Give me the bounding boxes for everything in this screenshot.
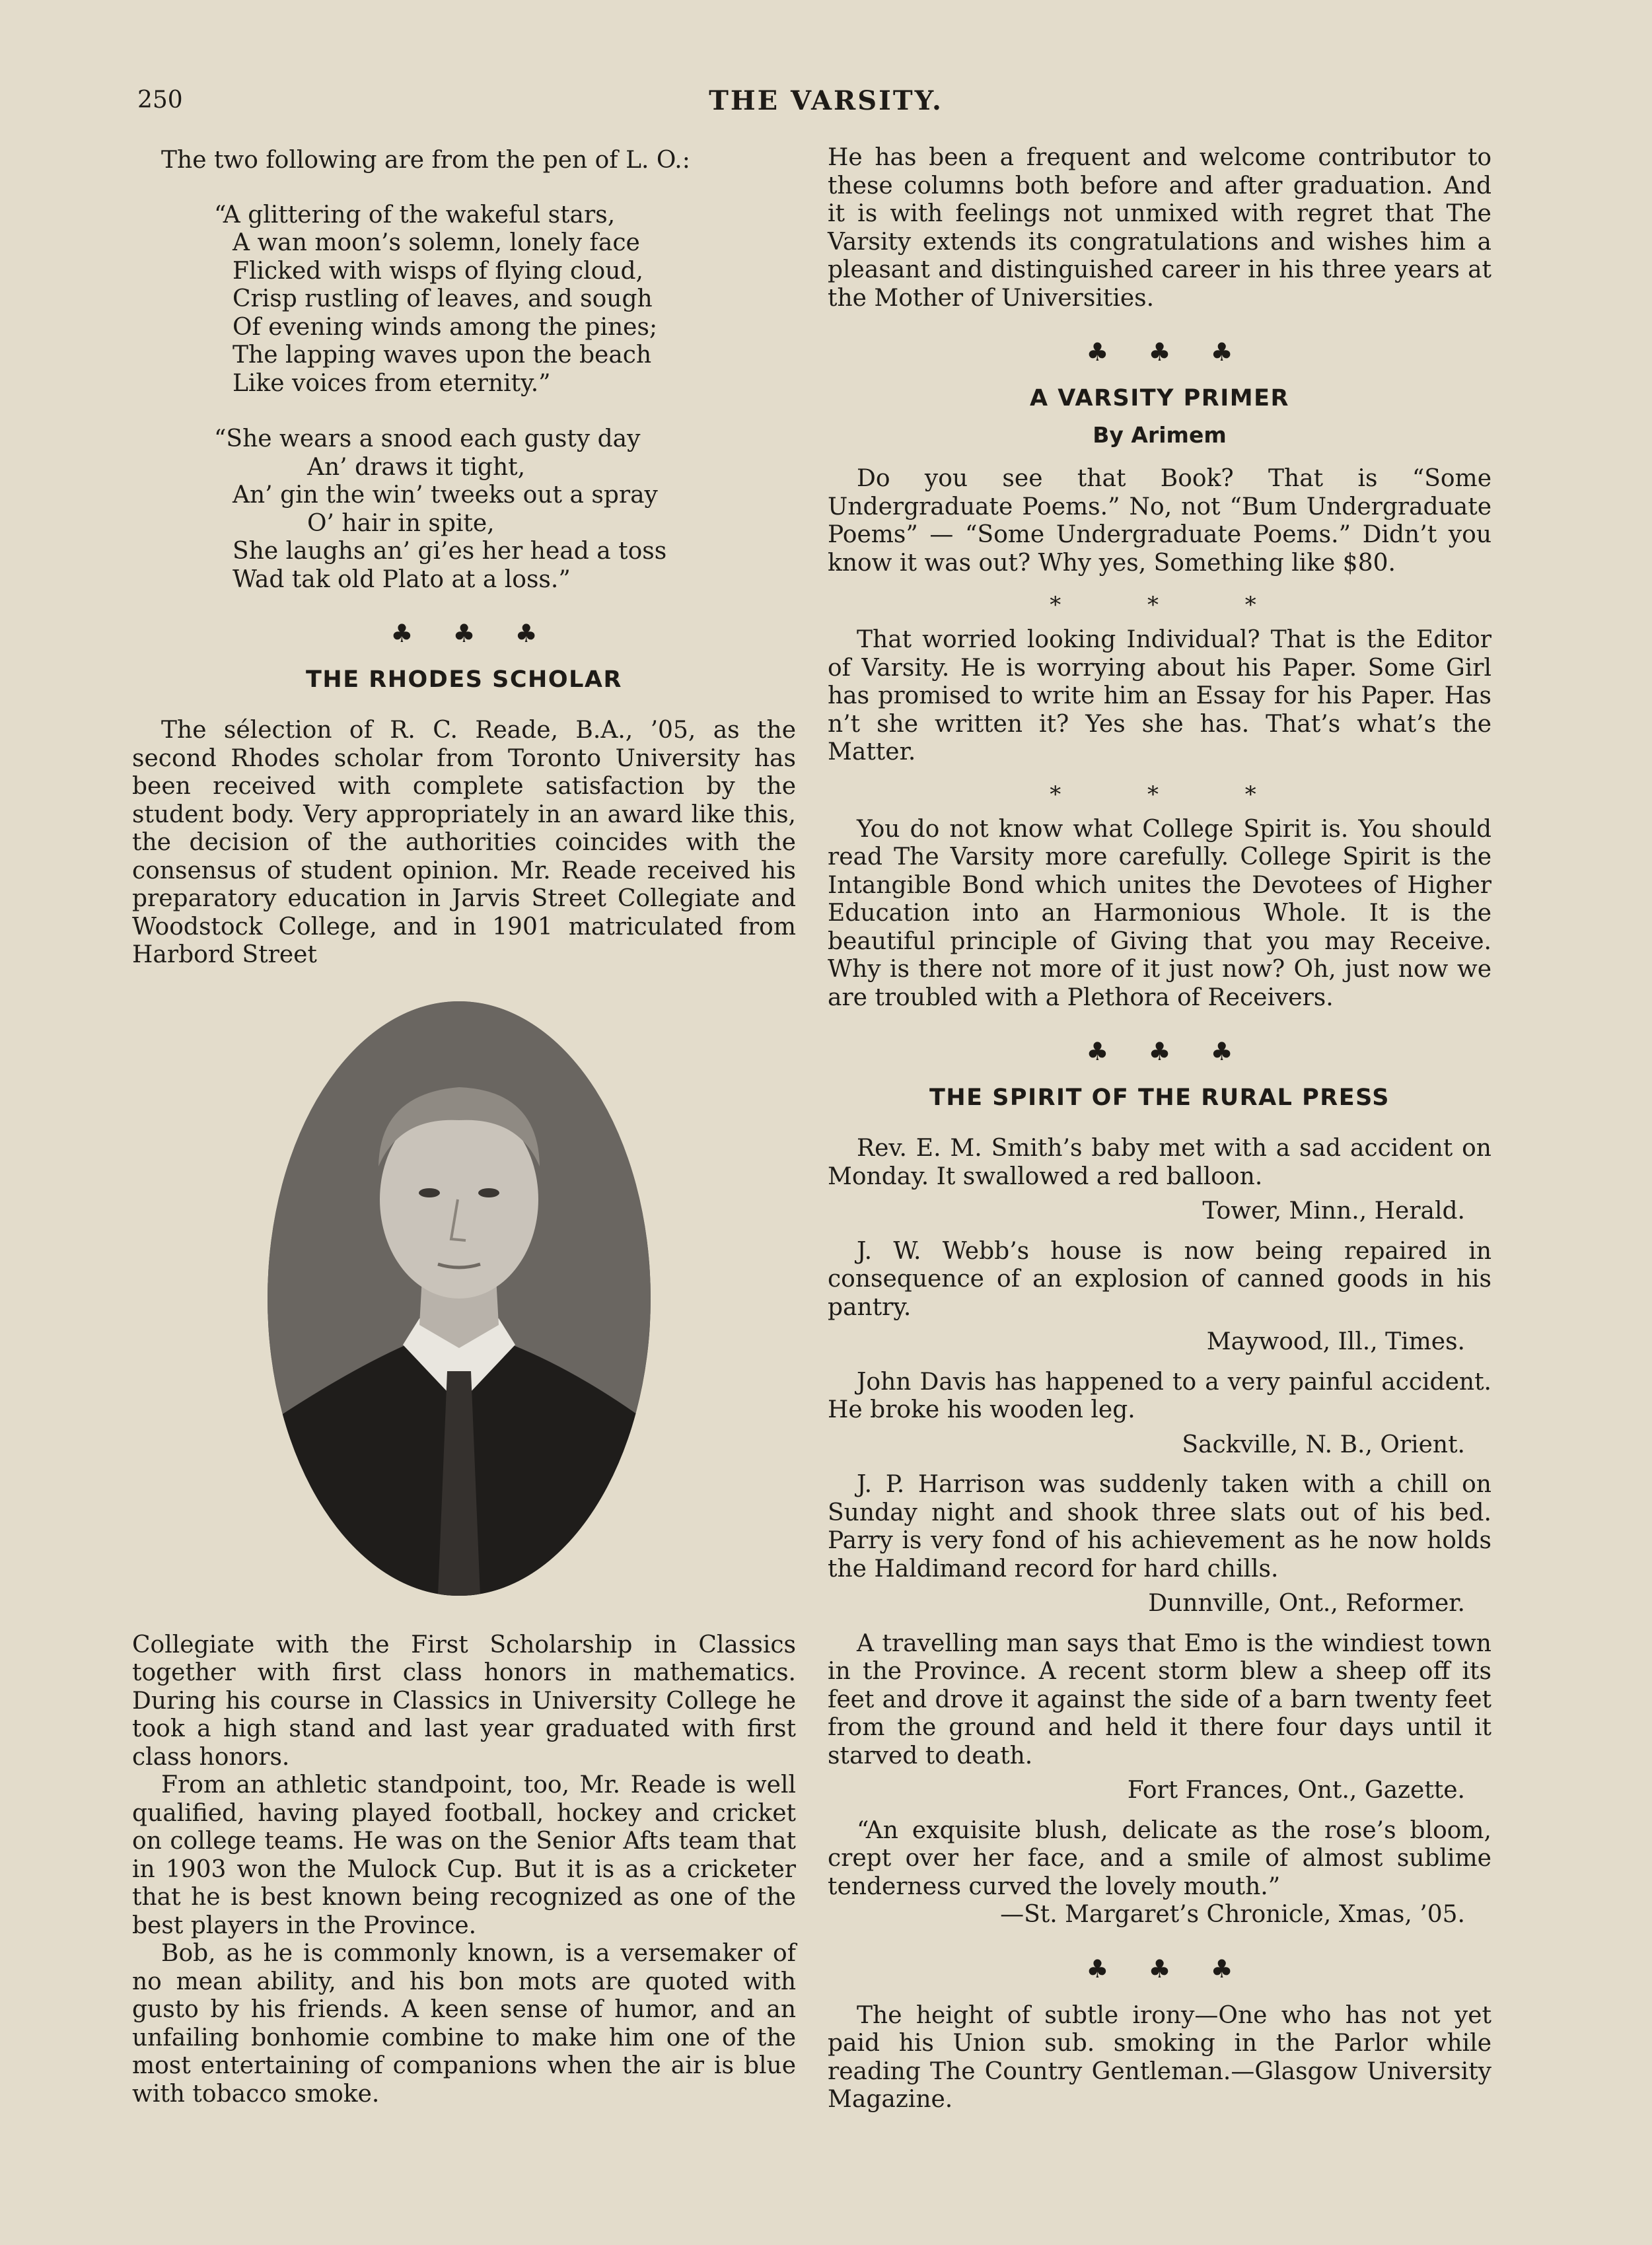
rhodes-paragraph-2: From an athletic standpoint, too, Mr. Reade is well qualified, having played football, hockey and cricket on college teams. He was on the Senior Afts team that in 1903 won the Mulock Cup. But it is as a cricketer that he is best known being recognized as one of the best players in the Province.: [132, 1771, 796, 1939]
left-column: [132, 144, 796, 2108]
club-ornament: ♣ ♣ ♣: [1086, 1037, 1249, 1066]
rhodes-paragraph-1-continued: Collegiate with the First Scholarship in Classics together with first class honors in mathematics. During his course in Classics in University College he took a high stand and last year graduated with first class honors.: [132, 1631, 796, 1771]
poems-intro: The two following are from the pen of L. O.:: [161, 147, 690, 174]
press-item-6: “An exquisite blush, delicate as the rose’s bloom, crept over her face, and a smile of almost sublime tenderness curved the lovely mouth.”: [828, 1816, 1491, 1900]
primer-paragraph-1: Do you see that Book? That is “Some Undergraduate Poems.” No, not “Bum Undergraduate Poems” — “Some Undergraduate Poems.” Didn’t you know it was out? Why yes, Something like $80.: [828, 465, 1491, 577]
press-item-1-source: Tower, Minn., Herald.: [1202, 1197, 1465, 1225]
asterism: * * *: [1050, 592, 1296, 618]
poem-line: A wan moon’s solemn, lonely face: [233, 229, 640, 256]
press-item-1: Rev. E. M. Smith’s baby met with a sad accident on Monday. It swallowed a red balloon.: [828, 1135, 1491, 1190]
press-item-6-source: —St. Margaret’s Chronicle, Xmas, ’05.: [1000, 1901, 1465, 1928]
rhodes-paragraph-continued: He has been a frequent and welcome contributor to these columns both before and after graduation. And it is with feelings not unmixed with regret that The Varsity extends its congratulations and wishes him a pleasant and distinguished career in his three years at the Mother of Universities.: [828, 144, 1491, 312]
right-column: [828, 144, 1491, 2114]
poem-line: O’ hair in spite,: [307, 509, 495, 537]
press-item-3: John Davis has happened to a very painful accident. He broke his wooden leg.: [828, 1368, 1491, 1423]
journal-title: THE VARSITY.: [709, 85, 943, 116]
running-header: [0, 83, 1652, 122]
club-ornament: ♣ ♣ ♣: [390, 619, 554, 648]
poem-line: Flicked with wisps of flying cloud,: [233, 257, 643, 285]
press-item-2: J. W. Webb’s house is now being repaired in consequence of an explosion of canned goods in his pantry.: [828, 1237, 1491, 1321]
press-item-5-source: Fort Frances, Ont., Gazette.: [1127, 1777, 1465, 1804]
primer-paragraph-2: That worried looking Individual? That is the Editor of Varsity. He is worrying about his Paper. Some Girl has promised to write him an Essay for his Paper. Has n’t she written it? Yes she has. That’s what’s the Matter.: [828, 626, 1491, 766]
poem-line: An’ gin the win’ tweeks out a spray: [233, 481, 658, 509]
portrait-photo: [268, 1001, 651, 1596]
poem-snood: [132, 425, 796, 594]
press-item-2-source: Maywood, Ill., Times.: [1206, 1328, 1465, 1355]
poem-line: Like voices from eternity.”: [233, 369, 551, 397]
portrait-figure: [132, 1001, 796, 1616]
press-item-3-source: Sackville, N. B., Orient.: [1182, 1431, 1465, 1458]
rhodes-paragraph-1: The sélection of R. C. Reade, B.A., ’05, as the second Rhodes scholar from Toronto University has been received with complete satisfaction by the student body. Very appropriately in an award like this, the decision of the authorities coincides with the consensus of student opinion. Mr. Reade received his preparatory education in Jarvis Street Collegiate and Woodstock College, and in 1901 matriculated from Harbord Street: [132, 717, 796, 968]
poem-line: “She wears a snood each gusty day: [214, 425, 641, 452]
primer-paragraph-3: You do not know what College Spirit is. You should read The Varsity more carefully. College Spirit is the Intangible Bond which unites the Devotees of Higher Education into an Harmonious Whole. It is the beautiful principle of Giving that you may Receive. Why is there not more of it just now? Oh, just now we are troubled with a Plethora of Receivers.: [828, 815, 1491, 1011]
varsity-primer-headline: A VARSITY PRIMER: [1030, 385, 1289, 411]
rural-press-headline: THE SPIRIT OF THE RURAL PRESS: [929, 1085, 1390, 1111]
closing-paragraph: The height of subtle irony—One who has not yet paid his Union sub. smoking in the Parlor while reading The Country Gentleman.—Glasgow University Magazine.: [828, 2001, 1491, 2113]
poem-line: She laughs an’ gi’es her head a toss: [233, 538, 667, 565]
poem-line: “A glittering of the wakeful stars,: [214, 201, 616, 229]
poem-line: The lapping waves upon the beach: [233, 341, 652, 369]
page-number: 250: [137, 87, 183, 114]
asterism: * * *: [1050, 781, 1296, 808]
rhodes-paragraph-3: Bob, as he is commonly known, is a versemaker of no mean ability, and his bon mots are quoted with gusto by his friends. A keen sense of humor, and an unfailing bonhomie combine to make him one of the most entertaining of companions when the air is blue with tobacco smoke.: [132, 1940, 796, 2108]
rhodes-scholar-headline: THE RHODES SCHOLAR: [306, 666, 622, 693]
poem-line: Wad tak old Plato at a loss.”: [233, 565, 571, 593]
press-item-4-source: Dunnville, Ont., Reformer.: [1148, 1590, 1465, 1617]
poem-line: Crisp rustling of leaves, and sough: [233, 285, 653, 312]
varsity-primer-byline: By Arimem: [1093, 422, 1227, 448]
poem-line: An’ draws it tight,: [307, 453, 526, 481]
club-ornament: ♣ ♣ ♣: [1086, 1954, 1249, 1983]
press-item-4: J. P. Harrison was suddenly taken with a chill on Sunday night and shook three slats out of his bed. Parry is very fond of his achievement as he now holds the Haldimand record for hard chills.: [828, 1471, 1491, 1583]
club-ornament: ♣ ♣ ♣: [1086, 338, 1249, 367]
press-item-5: A travelling man says that Emo is the windiest town in the Province. A recent storm blew a sheep off its feet and drove it against the side of a barn twenty feet from the ground and held it there four days until it starved to death.: [828, 1629, 1491, 1769]
poem-line: Of evening winds among the pines;: [233, 313, 658, 341]
poem-glittering-stars: [132, 201, 796, 398]
